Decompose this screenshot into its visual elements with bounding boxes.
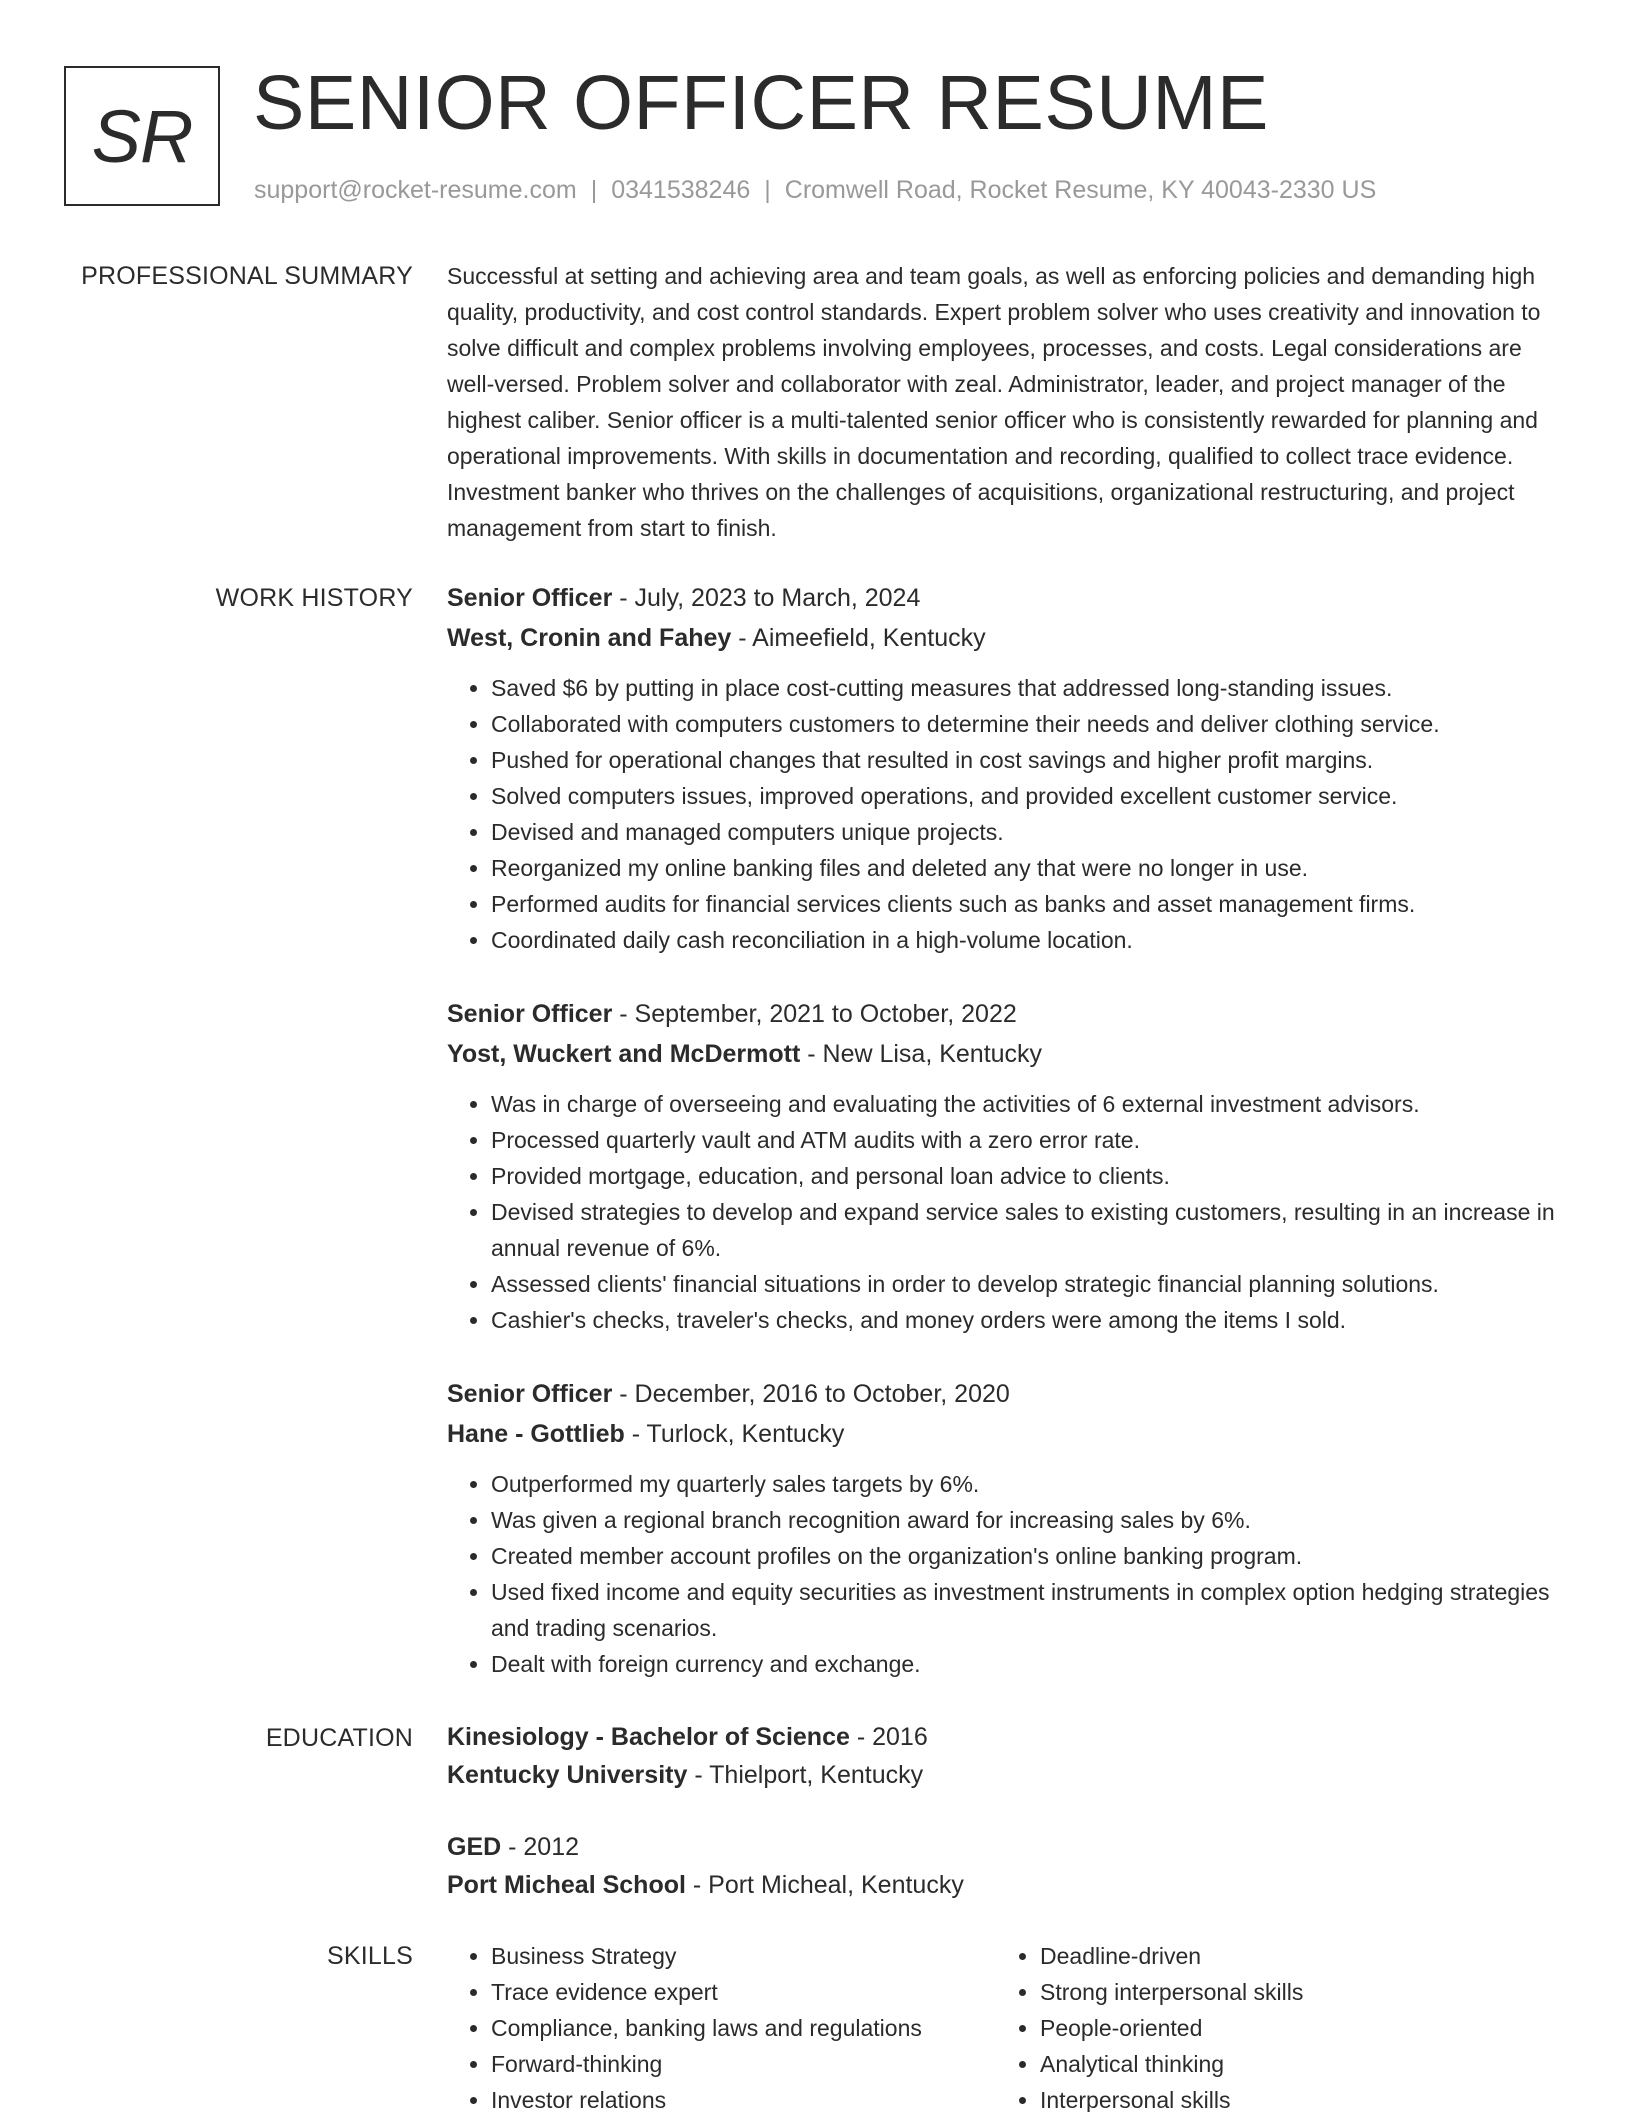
section-heading-work-history: WORK HISTORY [215, 584, 413, 612]
job-title: Senior Officer [447, 1380, 613, 1408]
job-bullet: • Solved computers issues, improved operations, and provided excellent customer service. [491, 778, 1567, 814]
section-heading-education: EDUCATION [265, 1724, 413, 1752]
contact-separator: | [764, 176, 771, 204]
education-degree-line [447, 1718, 1567, 1756]
job-entry [447, 1374, 1567, 1682]
section-heading-summary: PROFESSIONAL SUMMARY [81, 262, 413, 290]
job-title: Senior Officer [447, 584, 613, 612]
education-school: Port Micheal School [447, 1871, 686, 1899]
skill-item: • Compliance, banking laws and regulations [491, 2010, 996, 2046]
skills-body [447, 1938, 1567, 2112]
job-bullet: • Created member account profiles on the organization's online banking program. [491, 1538, 1567, 1574]
job-bullets [447, 1086, 1567, 1338]
contact-email: support@rocket-resume.com [254, 176, 577, 204]
education-degree: Kinesiology - Bachelor of Science [447, 1723, 850, 1751]
education-location: - Thielport, Kentucky [687, 1761, 924, 1789]
skill-item: • Forward-thinking [491, 2046, 996, 2082]
education-school-line [447, 1866, 1567, 1904]
job-bullet: • Coordinated daily cash reconciliation in a high-volume location. [491, 922, 1567, 958]
job-bullet: • Processed quarterly vault and ATM audits with a zero error rate. [491, 1122, 1567, 1158]
job-location: - New Lisa, Kentucky [800, 1040, 1043, 1068]
education-school-line [447, 1756, 1567, 1794]
skills-list-right [996, 1938, 1545, 2112]
skill-item: • Business Strategy [491, 1938, 996, 1974]
skill-item: • Strong interpersonal skills [1040, 1974, 1545, 2010]
skills-columns [447, 1938, 1567, 2112]
job-bullet: • Devised strategies to develop and expand service sales to existing customers, resulting in an increase in annual revenue of 6%. [491, 1194, 1567, 1266]
education-school: Kentucky University [447, 1761, 688, 1789]
skill-item: • Investor relations [491, 2082, 996, 2112]
education-year: - 2016 [849, 1723, 928, 1751]
job-company: West, Cronin and Fahey [447, 624, 732, 652]
summary-body [447, 258, 1567, 546]
job-bullet: • Used fixed income and equity securities as investment instruments in complex option hedging strategies and trading scenarios. [491, 1574, 1567, 1646]
job-dates: - December, 2016 to October, 2020 [612, 1380, 1010, 1408]
job-bullet: • Devised and managed computers unique projects. [491, 814, 1567, 850]
resume-title: SENIOR OFFICER RESUME [253, 60, 1269, 146]
skill-item: • Interpersonal skills [1040, 2082, 1545, 2112]
job-bullets [447, 670, 1567, 958]
job-dates: - July, 2023 to March, 2024 [612, 584, 921, 612]
job-bullet: • Collaborated with computers customers to determine their needs and deliver clothing service. [491, 706, 1567, 742]
contact-phone: 0341538246 [611, 176, 751, 204]
contact-line [254, 174, 1376, 206]
job-bullet: • Cashier's checks, traveler's checks, and money orders were among the items I sold. [491, 1302, 1567, 1338]
skill-item: • People-oriented [1040, 2010, 1545, 2046]
skills-list-left [447, 1938, 996, 2112]
job-bullet: • Saved $6 by putting in place cost-cutting measures that addressed long-standing issues. [491, 670, 1567, 706]
job-employer-line [447, 618, 1567, 658]
job-title-line [447, 578, 1567, 618]
education-entry [447, 1828, 1567, 1904]
job-bullet: • Outperformed my quarterly sales targets by 6%. [491, 1466, 1567, 1502]
skill-item: • Analytical thinking [1040, 2046, 1545, 2082]
job-dates: - September, 2021 to October, 2022 [612, 1000, 1017, 1028]
monogram-badge [64, 66, 220, 206]
education-degree: GED [447, 1833, 502, 1861]
education-year: - 2012 [501, 1833, 580, 1861]
job-bullet: • Was given a regional branch recognition award for increasing sales by 6%. [491, 1502, 1567, 1538]
job-bullet: • Assessed clients' financial situations in order to develop strategic financial planning solutions. [491, 1266, 1567, 1302]
job-title-line [447, 994, 1567, 1034]
job-bullet: • Dealt with foreign currency and exchange. [491, 1646, 1567, 1682]
contact-separator: | [590, 176, 598, 204]
job-bullet: • Reorganized my online banking files and deleted any that were no longer in use. [491, 850, 1567, 886]
job-employer-line [447, 1414, 1567, 1454]
education-location: - Port Micheal, Kentucky [685, 1871, 964, 1899]
summary-text: Successful at setting and achieving area and team goals, as well as enforcing policies and demanding high quality, productivity, and cost control standards. Expert problem solver who uses creativity and innovation to solve difficult and complex problems involving employees, processes, and costs. Legal considerations are well-versed. Problem solver and collaborator with zeal. Administrator, leader, and project manager of the highest caliber. Senior officer is a multi-talented senior officer who is consistently rewarded for planning and operational improvements. With skills in documentation and recording, qualified to collect trace evidence. Investment banker who thrives on the challenges of acquisitions, organizational restructuring, and project management from start to finish. [447, 263, 1541, 541]
work-history-body [447, 578, 1567, 1682]
contact-address: Cromwell Road, Rocket Resume, KY 40043-2330 US [784, 176, 1377, 204]
job-company: Yost, Wuckert and McDermott [447, 1040, 801, 1068]
job-entry [447, 578, 1567, 958]
job-location: - Aimeefield, Kentucky [731, 624, 986, 652]
education-degree-line [447, 1828, 1567, 1866]
skill-item: • Deadline-driven [1040, 1938, 1545, 1974]
job-location: - Turlock, Kentucky [624, 1420, 845, 1448]
job-bullets [447, 1466, 1567, 1682]
job-bullet: • Pushed for operational changes that resulted in cost savings and higher profit margins. [491, 742, 1567, 778]
job-employer-line [447, 1034, 1567, 1074]
monogram-text: SR [91, 94, 193, 178]
job-entry [447, 994, 1567, 1338]
section-heading-skills: SKILLS [327, 1942, 413, 1970]
job-bullet: • Provided mortgage, education, and personal loan advice to clients. [491, 1158, 1567, 1194]
education-body [447, 1718, 1567, 1904]
education-entry [447, 1718, 1567, 1794]
job-bullet: • Performed audits for financial services clients such as banks and asset management firms. [491, 886, 1567, 922]
skill-item: • Trace evidence expert [491, 1974, 996, 2010]
job-company: Hane - Gottlieb [447, 1420, 625, 1448]
job-bullet: • Was in charge of overseeing and evaluating the activities of 6 external investment advisors. [491, 1086, 1567, 1122]
job-title-line [447, 1374, 1567, 1414]
job-title: Senior Officer [447, 1000, 613, 1028]
